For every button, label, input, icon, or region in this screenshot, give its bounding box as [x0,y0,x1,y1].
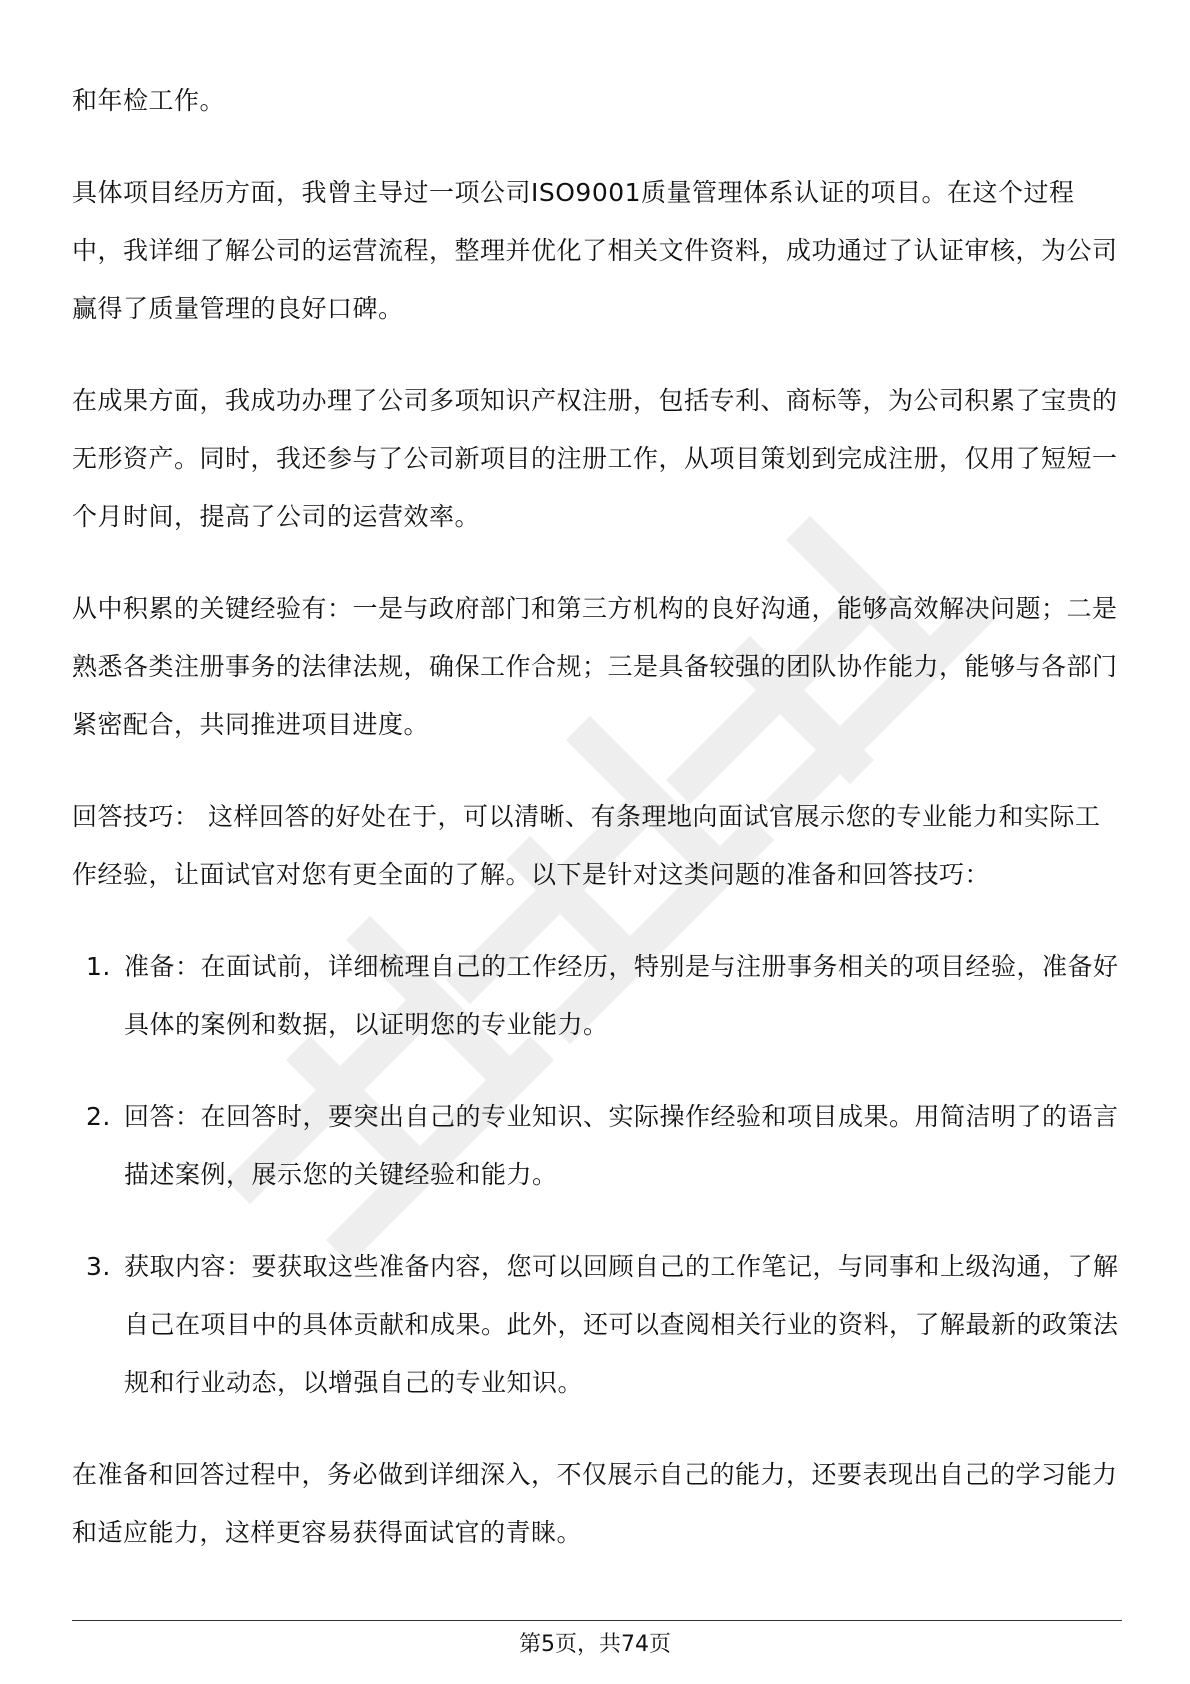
list-item-text: 获取内容：要获取这些准备内容，您可以回顾自己的工作笔记，与同事和上级沟通，了解自己在项目中的具体贡献和成果。此外，还可以查阅相关行业的资料，了解最新的政策法规和行业动态，以增强自己的专业知识。 [124,1252,1119,1397]
list-item-text: 回答：在回答时，要突出自己的专业知识、实际操作经验和项目成果。用简洁明了的语言描述案例，展示您的关键经验和能力。 [124,1102,1119,1189]
paragraph-annual-inspection: 和年检工作。 [72,86,226,115]
paragraph-achievements: 在成果方面，我成功办理了公司多项知识产权注册，包括专利、商标等，为公司积累了宝贵的无形资产。同时，我还参与了公司新项目的注册工作，从项目策划到完成注册，仅用了短短一个月时间，提高了公司的运营效率。 [72,386,1118,531]
paragraph-answer-tips: 回答技巧： 这样回答的好处在于，可以清晰、有条理地向面试官展示您的专业能力和实际工作经验，让面试官对您有更全面的了解。以下是针对这类问题的准备和回答技巧： [72,802,1101,889]
list-item-number: 2. [86,1102,111,1131]
list-item-number: 1. [86,952,111,981]
list-item-text: 准备：在面试前，详细梳理自己的工作经历，特别是与注册事务相关的项目经验，准备好具体的案例和数据，以证明您的专业能力。 [124,952,1119,1039]
paragraph-closing: 在准备和回答过程中，务必做到详细深入，不仅展示自己的能力，还要表现出自己的学习能力和适应能力，这样更容易获得面试官的青睐。 [72,1460,1118,1547]
list-item-number: 3. [86,1252,111,1281]
paragraph-key-experience: 从中积累的关键经验有：一是与政府部门和第三方机构的良好沟通，能够高效解决问题；二是熟悉各类注册事务的法律法规，确保工作合规；三是具备较强的团队协作能力，能够与各部门紧密配合，共同推进项目进度。 [72,594,1118,739]
tips-list [72,938,1122,1412]
page-number: 第5页，共74页 [519,1632,671,1657]
list-item [72,1088,1122,1204]
paragraph-project-experience: 具体项目经历方面，我曾主导过一项公司ISO9001质量管理体系认证的项目。在这个过程中，我详细了解公司的运营流程，整理并优化了相关文件资料，成功通过了认证审核，为公司赢得了质量管理的良好口碑。 [72,178,1118,323]
document-body [72,72,1122,1596]
list-item [72,938,1122,1054]
footer-divider [72,1620,1122,1621]
list-item [72,1238,1122,1412]
